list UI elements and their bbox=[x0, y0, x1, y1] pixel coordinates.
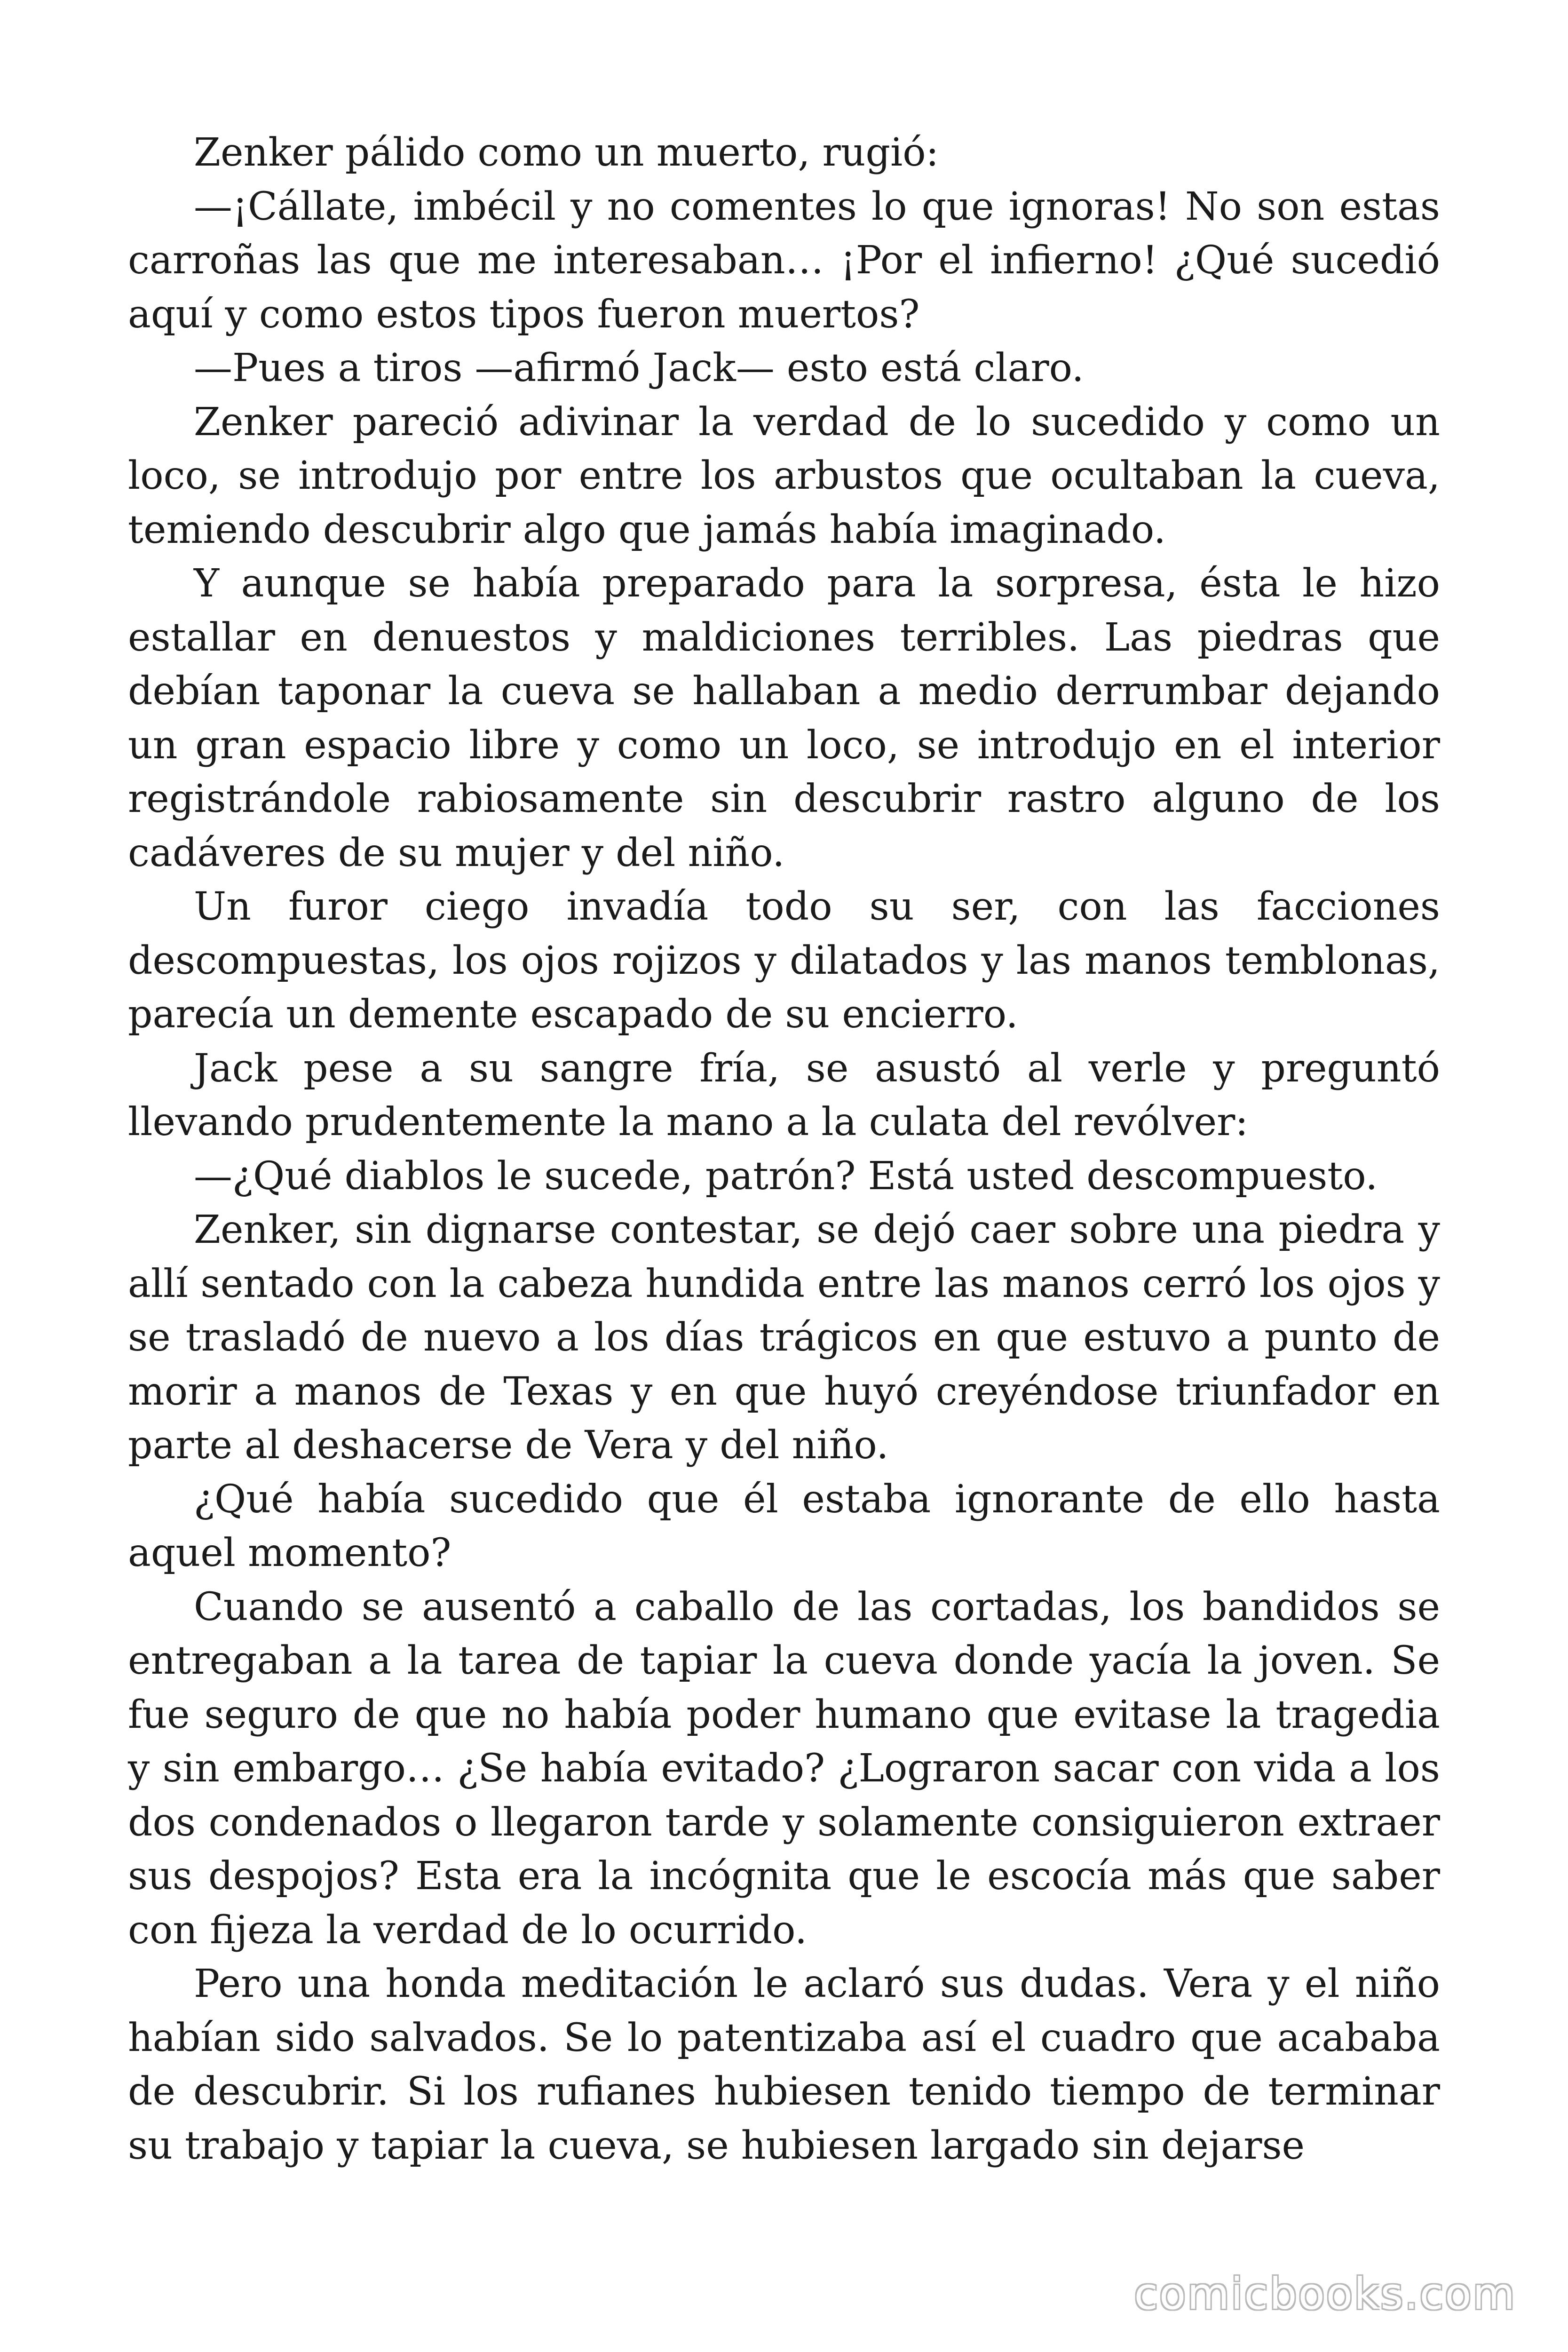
paragraph-10: ¿Qué había sucedido que él estaba ignorante de ello hasta aquel momento? bbox=[128, 1477, 1440, 1575]
paragraph-9: Zenker, sin dignarse contestar, se dejó caer sobre una piedra y allí sentado con la cabeza hundida entre las manos cerró los ojos y se trasladó de nuevo a los días trágicos en que estuvo a punto de morir a manos de Texas y en que huyó creyéndose triunfador en parte al deshacerse de Vera y del niño. bbox=[128, 1208, 1440, 1468]
paragraph-11: Cuando se ausentó a caballo de las cortadas, los bandidos se entregaban a la tarea de tapiar la cueva donde yacía la joven. Se fue seguro de que no había poder humano que evitase la tragedia y sin embargo… ¿Se había evitado? ¿Lograron sacar con vida a los dos condenados o llegaron tarde y solamente consiguieron extraer sus despojos? Esta era la incógnita que le escocía más que saber con fijeza la verdad de lo ocurrido. bbox=[128, 1584, 1440, 1953]
paragraph-8: —¿Qué diablos le sucede, patrón? Está usted descompuesto. bbox=[194, 1153, 1378, 1199]
paragraph-3: —Pues a tiros —afirmó Jack— esto está claro. bbox=[194, 346, 1084, 390]
paragraph-5: Y aunque se había preparado para la sorpresa, ésta le hizo estallar en denuestos y maldiciones terribles. Las piedras que debían taponar la cueva se hallaban a medio derrumbar dejando un gran espacio libre y como un loco, se introdujo en el interior registrándole rabiosamente sin descubrir rastro alguno de los cadáveres de su mujer y del niño. bbox=[128, 561, 1440, 875]
watermark: comicbooks.com bbox=[1134, 2269, 1516, 2319]
paragraph-2: —¡Cállate, imbécil y no comentes lo que ignoras! No son estas carroñas las que me interesaban… ¡Por el infierno! ¿Qué sucedió aquí y como estos tipos fueron muertos? bbox=[128, 184, 1440, 337]
paragraph-6: Un furor ciego invadía todo su ser, con las facciones descompuestas, los ojos rojizos y dilatados y las manos temblonas, parecía un demente escapado de su encierro. bbox=[128, 884, 1440, 1037]
paragraph-12: Pero una honda meditación le aclaró sus dudas. Vera y el niño habían sido salvados. Se lo patentizaba así el cuadro que acababa de descubrir. Si los rufianes hubiesen tenido tiempo de terminar su trabajo y tapiar la cueva, se hubiesen largado sin dejarse bbox=[128, 1962, 1440, 2168]
paragraph-4: Zenker pareció adivinar la verdad de lo sucedido y como un loco, se introdujo por entre los arbustos que ocultaban la cueva, temiendo descubrir algo que jamás había imaginado. bbox=[128, 399, 1440, 552]
paragraph-1: Zenker pálido como un muerto, rugió: bbox=[194, 130, 939, 175]
paragraph-7: Jack pese a su sangre fría, se asustó al verle y preguntó llevando prudentemente la mano a la culata del revólver: bbox=[128, 1046, 1440, 1144]
page-body bbox=[128, 126, 1440, 2173]
